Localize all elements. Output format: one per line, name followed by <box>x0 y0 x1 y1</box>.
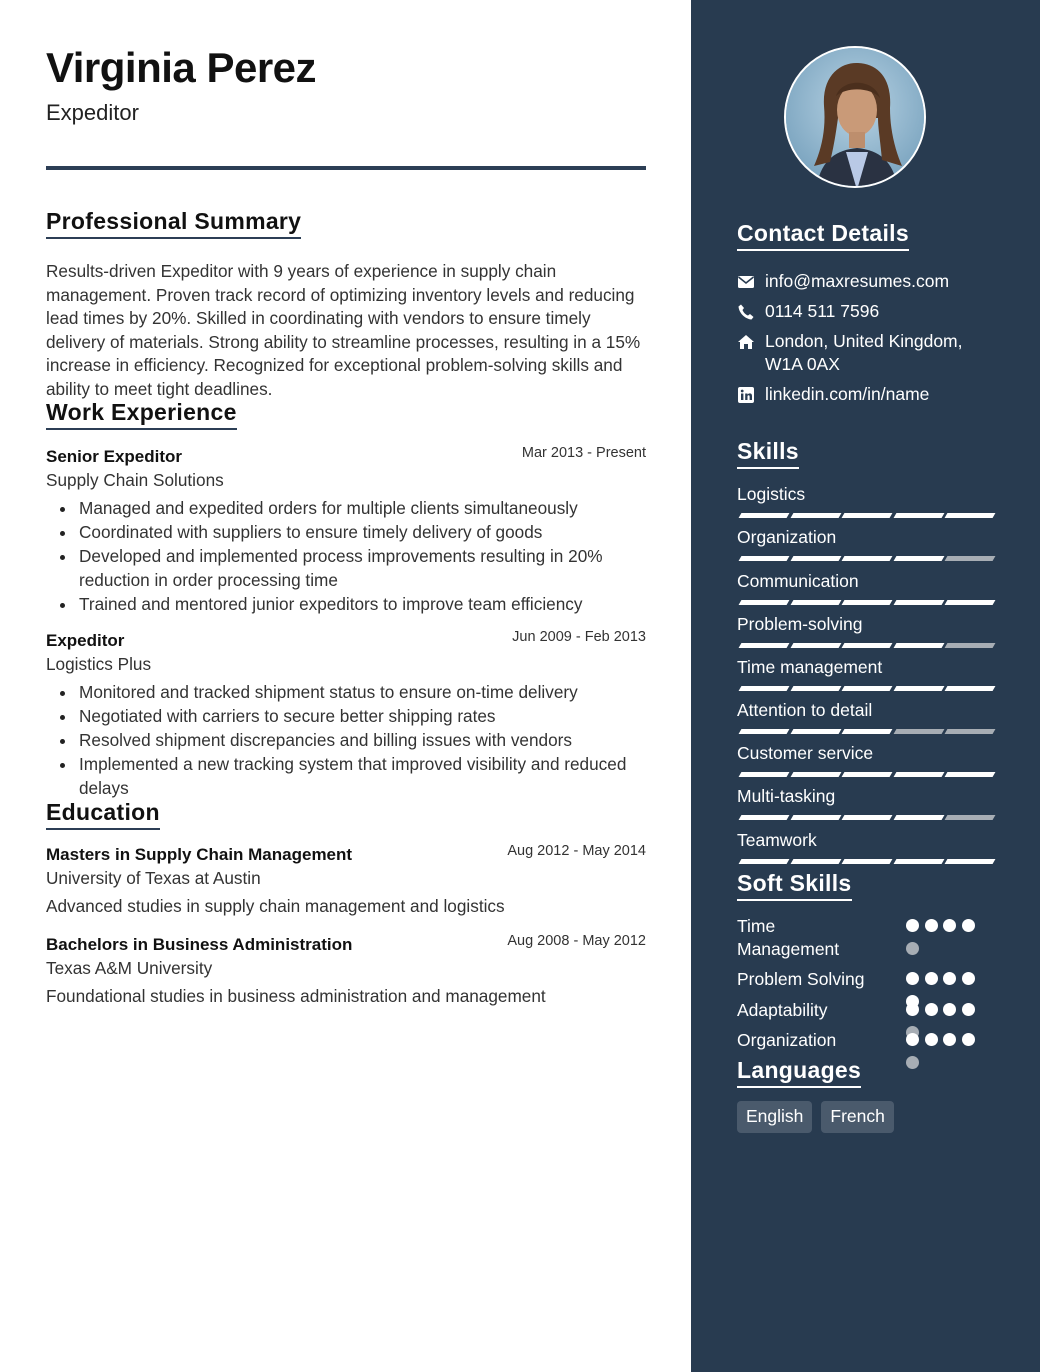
phone-number: 0114 511 7596 <box>765 301 880 321</box>
skill-level-segment <box>790 729 841 734</box>
degree-name: Bachelors in Business Administration <box>46 935 353 954</box>
skill-level-bar <box>737 643 993 649</box>
job-company: Logistics Plus <box>46 654 152 674</box>
skill-label: Teamwork <box>737 830 817 850</box>
language-tag: English <box>737 1101 812 1133</box>
education-heading: Education <box>46 799 160 830</box>
skill-level-bar <box>737 859 993 865</box>
soft-skill-label: Time Management <box>737 916 840 959</box>
skill-level-segment <box>790 556 841 561</box>
skill-level-segment <box>842 643 893 648</box>
linkedin-link[interactable]: linkedin.com/in/name <box>765 384 930 404</box>
contact-heading: Contact Details <box>737 220 909 251</box>
skill-level-segment <box>842 686 893 691</box>
school-name: University of Texas at Austin <box>46 868 261 888</box>
list-item: Developed and implemented process improvements resulting in 20% reduction in order processing time <box>46 545 646 592</box>
education-entry <box>46 845 646 917</box>
rating-dot <box>906 1056 919 1069</box>
skill-level-segment <box>842 556 893 561</box>
rating-dot <box>925 1003 938 1016</box>
skill-level-segment <box>842 729 893 734</box>
rating-dot <box>943 972 956 985</box>
skill-level-segment <box>739 513 790 518</box>
rating-dot <box>925 919 938 932</box>
skill-label: Time management <box>737 657 883 677</box>
skill-label: Customer service <box>737 743 874 763</box>
rating-dot <box>962 1033 975 1046</box>
rating-dot <box>925 1033 938 1046</box>
phone-icon <box>737 303 755 321</box>
soft-skill-label: Problem Solving <box>737 969 865 989</box>
rating-dot <box>962 972 975 985</box>
education-dates: Aug 2012 - May 2014 <box>507 843 646 859</box>
skill-level-segment <box>842 859 893 864</box>
list-item: Implemented a new tracking system that improved visibility and reduced delays <box>46 753 646 800</box>
skill-label: Multi-tasking <box>737 786 836 806</box>
skill-level-segment <box>790 859 841 864</box>
avatar <box>784 46 926 188</box>
skill-level-bar <box>737 729 993 735</box>
skill-item <box>737 484 993 505</box>
skill-level-segment <box>790 772 841 777</box>
candidate-title: Expeditor <box>46 100 139 125</box>
skill-level-segment <box>945 815 996 820</box>
skill-level-segment <box>893 859 944 864</box>
education-description: Foundational studies in business administration and management <box>46 986 546 1006</box>
job-entry <box>46 631 646 801</box>
experience-heading: Work Experience <box>46 399 237 430</box>
rating-dot <box>906 1003 919 1016</box>
skill-level-segment <box>893 686 944 691</box>
skill-label: Attention to detail <box>737 700 873 720</box>
list-item: Resolved shipment discrepancies and billing issues with vendors <box>46 729 646 753</box>
skill-level-segment <box>945 772 996 777</box>
skill-level-segment <box>945 600 996 605</box>
skill-level-segment <box>739 815 790 820</box>
rating-dot <box>943 1033 956 1046</box>
job-role: Senior Expeditor <box>46 447 183 466</box>
skill-level-segment <box>739 686 790 691</box>
rating-dot <box>943 1003 956 1016</box>
soft-skill-label: Organization <box>737 1030 837 1050</box>
list-item: Managed and expedited orders for multiple clients simultaneously <box>46 497 646 521</box>
sidebar <box>691 0 1040 1372</box>
skill-level-segment <box>945 859 996 864</box>
skill-level-segment <box>893 815 944 820</box>
languages-heading: Languages <box>737 1057 861 1088</box>
list-item: Trained and mentored junior expeditors to improve team efficiency <box>46 593 646 617</box>
rating-dot <box>962 919 975 932</box>
skill-level-bar <box>737 513 993 519</box>
skill-level-bar <box>737 686 993 692</box>
skill-level-segment <box>893 643 944 648</box>
skill-level-bar <box>737 600 993 606</box>
envelope-icon <box>737 273 755 291</box>
summary-heading: Professional Summary <box>46 208 301 239</box>
skill-level-segment <box>739 772 790 777</box>
skill-level-segment <box>739 556 790 561</box>
skill-level-segment <box>945 513 996 518</box>
job-dates: Mar 2013 - Present <box>521 445 646 461</box>
skill-label: Communication <box>737 571 859 591</box>
skill-level-segment <box>739 729 790 734</box>
skill-level-segment <box>893 772 944 777</box>
skill-level-segment <box>790 686 841 691</box>
job-dates: Jun 2009 - Feb 2013 <box>512 629 646 645</box>
languages-list <box>737 1101 894 1133</box>
rating-dot <box>906 919 919 932</box>
skill-level-segment <box>842 600 893 605</box>
address-text: London, United Kingdom, W1A 0AX <box>765 331 963 374</box>
skill-level-segment <box>893 556 944 561</box>
rating-dot <box>906 942 919 955</box>
skill-level-segment <box>842 815 893 820</box>
job-role: Expeditor <box>46 631 125 650</box>
degree-name: Masters in Supply Chain Management <box>46 845 353 864</box>
soft-skill-label: Adaptability <box>737 1000 828 1020</box>
skill-item <box>737 700 993 721</box>
job-bullets <box>46 497 646 616</box>
rating-dot <box>906 1033 919 1046</box>
portrait-photo <box>786 48 926 188</box>
home-icon <box>737 333 755 351</box>
skill-item <box>737 657 993 678</box>
skill-level-segment <box>893 513 944 518</box>
skill-level-segment <box>739 600 790 605</box>
list-item: Coordinated with suppliers to ensure timely delivery of goods <box>46 521 646 545</box>
candidate-name: Virginia Perez <box>46 44 317 91</box>
skill-item <box>737 786 993 807</box>
skill-label: Organization <box>737 527 837 547</box>
list-item: Monitored and tracked shipment status to ensure on-time delivery <box>46 681 646 705</box>
education-dates: Aug 2008 - May 2012 <box>507 933 646 949</box>
skill-level-segment <box>842 772 893 777</box>
linkedin-icon <box>737 386 755 404</box>
language-tag: French <box>821 1101 893 1133</box>
header-divider <box>46 166 646 170</box>
skill-label: Logistics <box>737 484 806 504</box>
skill-level-segment <box>945 729 996 734</box>
school-name: Texas A&M University <box>46 958 213 978</box>
summary-text: Results-driven Expeditor with 9 years of experience in supply chain management. Proven track record of optimizing inventory levels and reducing lead times by 20%. Skilled in coordinating with vendors to ensure timely delivery of materials. Strong ability to streamline processes, resulting in a 15% increase in efficiency. Recognized for exceptional problem-solving skills and ability to meet tight deadlines. <box>46 261 641 399</box>
skill-level-segment <box>790 600 841 605</box>
skill-item <box>737 571 993 592</box>
skills-heading: Skills <box>737 438 799 469</box>
rating-dot <box>962 1003 975 1016</box>
skill-level-bar <box>737 556 993 562</box>
email-link[interactable]: info@maxresumes.com <box>765 271 950 291</box>
skill-level-segment <box>739 859 790 864</box>
education-description: Advanced studies in supply chain management and logistics <box>46 896 505 916</box>
skill-level-segment <box>739 643 790 648</box>
skill-level-segment <box>790 513 841 518</box>
education-entry <box>46 935 646 1007</box>
skill-item <box>737 830 993 851</box>
skill-level-segment <box>945 556 996 561</box>
skill-level-segment <box>790 643 841 648</box>
skill-level-segment <box>893 729 944 734</box>
skill-level-segment <box>945 686 996 691</box>
skill-level-segment <box>945 643 996 648</box>
skill-level-bar <box>737 772 993 778</box>
skill-item <box>737 527 993 548</box>
skill-level-segment <box>893 600 944 605</box>
skill-label: Problem-solving <box>737 614 863 634</box>
job-company: Supply Chain Solutions <box>46 470 224 490</box>
skill-level-bar <box>737 815 993 821</box>
rating-dot <box>925 972 938 985</box>
job-entry <box>46 447 646 617</box>
skill-level-segment <box>790 815 841 820</box>
soft-skills-heading: Soft Skills <box>737 870 852 901</box>
skill-item <box>737 743 993 764</box>
skill-level-segment <box>842 513 893 518</box>
job-bullets <box>46 681 646 800</box>
list-item: Negotiated with carriers to secure better shipping rates <box>46 705 646 729</box>
rating-dot <box>906 972 919 985</box>
skill-item <box>737 614 993 635</box>
rating-dot <box>943 919 956 932</box>
